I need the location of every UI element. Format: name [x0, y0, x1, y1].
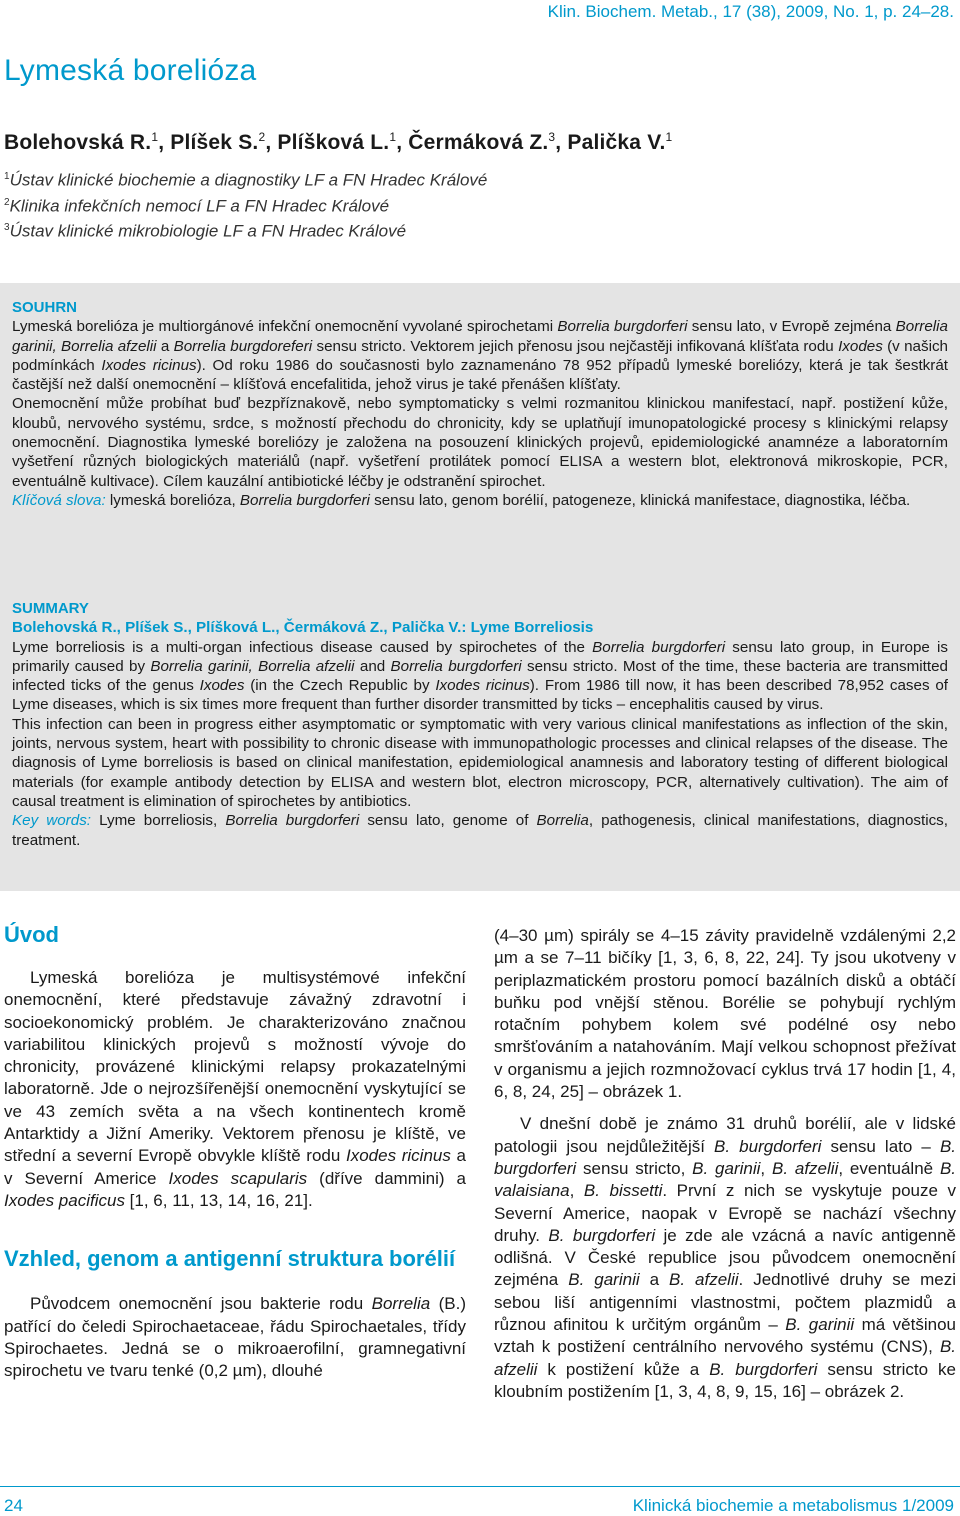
footer-divider: [0, 1486, 960, 1487]
author-name: , Plíšek S.: [158, 131, 259, 154]
summary-keywords: Key words: Lyme borreliosis, Borrelia burgdorferi sensu lato, genome of Borrelia, pathogenesis, clinical manifestations, diagnostics, treatment.: [12, 812, 948, 849]
author-affil-sup: 1: [151, 130, 159, 144]
affiliation-1: $^1$Ústav klinické biochemie a diagnostiky LF a FN Hradec Králové: [4, 170, 488, 190]
journal-reference: Klin. Biochem. Metab., 17 (38), 2009, No. 1, p. 24–28.: [547, 2, 954, 21]
right-column: [494, 925, 956, 1403]
vzhled-paragraph: Původcem onemocnění jsou bakterie rodu Borrelia (B.) patřící do čeledi Spirochaetaceae, řádu Spirochaetales, třídy Spirochaetes. Jedná se o mikroaerofilní, gramnegativní spirochetu ve tvaru tenké (0,2 µm), dlouhé: [4, 1294, 466, 1381]
affiliation-2: $^2$Klinika infekčních nemocí LF a FN Hradec Králové: [4, 196, 390, 216]
author-list: [4, 130, 672, 155]
affiliations: [4, 166, 487, 243]
article-title: Lymeská borelióza: [4, 54, 257, 87]
souhrn-paragraph-2: Onemocnění může probíhat buď bezpříznakově, nebo symptomaticky s velmi rozmanitou klinickou manifestací, např. postižení kůže, kloubů, nervového systému, srdce, s možností přechodu do chronicity, kdy se uplatňují imunopatologické procesy s klinickými relapsy onemocnění. Diagnostika lymeské boreliózy je založena na posouzení klinických projevů, epidemiologické anamnéze a laboratorním vyšetření různých biologických materiálů (např. vyšetření protilátek pomocí ELISA a western blot, elektronová mikroskopie, PCR, eventuálně kultivace). Cílem kauzální antibiotické léčby je odstranění spirochet.: [12, 395, 948, 490]
author-affil-sup: 2: [258, 130, 266, 144]
left-column: [4, 922, 466, 1382]
author-affil-sup: 3: [548, 130, 556, 144]
abstract-english: [12, 599, 948, 850]
summary-citation: Bolehovská R., Plíšek S., Plíšková L., Čermáková Z., Palička V.: Lyme Borreliosis: [12, 619, 594, 637]
author-affil-sup: 1: [389, 130, 397, 144]
affiliation-3: $^3$Ústav klinické mikrobiologie LF a FN Hradec Králové: [4, 221, 407, 241]
summary-heading: SUMMARY: [12, 600, 89, 617]
author-name: Bolehovská R.: [4, 131, 152, 154]
souhrn-heading: SOUHRN: [12, 299, 78, 316]
souhrn-paragraph-1: Lymeská borelióza je multiorgánové infekční onemocnění vyvolané spirochetami Borrelia burgdorferi sensu lato, v Evropě zejména Borrelia garinii, Borrelia afzelii a Borrelia burgdoreferi sensu stricto. Vektorem jejich přenosu jsou nejčastěji infikovaná klíšťata rodu Ixodes (v našich podmínkách Ixodes ricinus). Od roku 1986 do současnosti bylo zaznamenáno 78 952 případů lymeské boreliózy, která je tak šestkrát častější než další onemocnění – klíšťová encefalitida, jehož virus je také přenášen klíšťaty.: [12, 318, 948, 394]
summary-paragraph-1: Lyme borreliosis is a multi-organ infectious disease caused by spirochetes of the Borrelia burgdorferi sensu lato group, in Europe is primarily caused by Borrelia garinii, Borrelia afzelii and Borrelia burgdorferi sensu stricto. Most of the time, these bacteria are transmitted infected ticks of the genus Ixodes (in the Czech Republic by Ixodes ricinus). From 1986 till now, it has been described 78,952 cases of Lyme diseases, which is six times more frequent than further disorder transmitted by ticks – encephalitis caused by virus.: [12, 638, 948, 714]
right-paragraph-1: (4–30 µm) spirály se 4–15 závity pravidelně vzdálenými 2,2 µm a se 7–11 bičíky [1, 3, 6, 8, 22, 24]. Ty jsou ukotveny v periplazmatickém prostoru pomocí bazálních disků a obtáčí buňku pod vnější stěnou. Borélie se pohybují rychlým rotačním pohybem kolem své podélné osy nebo smršťováním a natahováním. Mají velkou schopnost přežívat v organismu a jejich rozmnožovací cyklus trvá 17 hodin [1, 4, 6, 8, 24, 25] – obrázek 1.: [494, 926, 956, 1102]
right-paragraph-2: V dnešní době je známo 31 druhů borélií, ale v lidské patologii jsou nejdůležitější B. burgdorferi sensu lato – B. burgdorferi sensu stricto, B. garinii, B. afzelii, eventuálně B. valaisiana, B. bissetti. První z nich se vyskytuje pouze v Severní Americe, naopak v Evropě se nachází všechny druhy. B. burgdorferi je zde ale vzácná a navíc antigenně odlišná. V České republice jsou původcem onemocnění zejména B. garinii a B. afzelii. Jednotlivé druhy se mezi sebou liší antigenními vlastnostmi, počtem plazmidů a různou afinitou k určitým orgánům – B. garinii má většinou vztah k postižení centrálního nervového systému (CNS), B. afzelii k postižení kůže a B. burgdorferi sensu stricto ke kloubním postižením [1, 3, 4, 8, 9, 15, 16] – obrázek 2.: [494, 1114, 957, 1401]
section-heading-vzhled: Vzhled, genom a antigenní struktura borélií: [4, 1246, 456, 1272]
author-name: , Čermáková Z.: [396, 131, 549, 154]
journal-footer: Klinická biochemie a metabolismus 1/2009: [632, 1496, 954, 1515]
souhrn-keywords: Klíčová slova: lymeská borelióza, Borrelia burgdorferi sensu lato, genom borélií, patogeneze, klinická manifestace, diagnostika, léčba.: [12, 491, 911, 509]
page-number: 24: [4, 1496, 23, 1515]
author-name: , Palička V.: [555, 131, 666, 154]
uvod-paragraph: Lymeská borelióza je multisystémové infekční onemocnění, které představuje závažný zdravotní i socioekonomický problém. Je charakterizováno značnou variabilitou klinických projevů s možností vývoje do chronicity, provázené klinickými relapsy prokazatelnými laboratorně. Jde o nejrozšířenější onemocnění vyskytující se ve 43 zemích světa a na všech kontinentech kromě Antarktidy a Jižní Ameriky. Vektorem přenosu je klíště, ve střední a severní Evropě obvykle klíště rodu Ixodes ricinus a v Severní Americe Ixodes scapularis (dříve dammini) a Ixodes pacificus [1, 6, 11, 13, 14, 16, 21].: [4, 968, 467, 1210]
abstract-czech: [12, 298, 948, 510]
author-name: , Plíšková L.: [265, 131, 390, 154]
author-affil-sup: 1: [665, 130, 673, 144]
summary-paragraph-2: This infection can been in progress either asymptomatic or symptomatic with very various clinical manifestations as inflection of the skin, joints, nervous system, heart with possibility to chronic disease with immunopathologic processes and clinical relapses of the disease. The diagnosis of Lyme borreliosis is based on clinical manifestation, epidemiological anamnesis and laboratory testing of different biological materials (for example antibody detection by ELISA and western blot, electron microscopy, PCR, alternatively cultivation). The aim of causal treatment is elimination of spirochetes by antibiotics.: [12, 715, 948, 810]
section-heading-uvod: Úvod: [4, 922, 59, 947]
